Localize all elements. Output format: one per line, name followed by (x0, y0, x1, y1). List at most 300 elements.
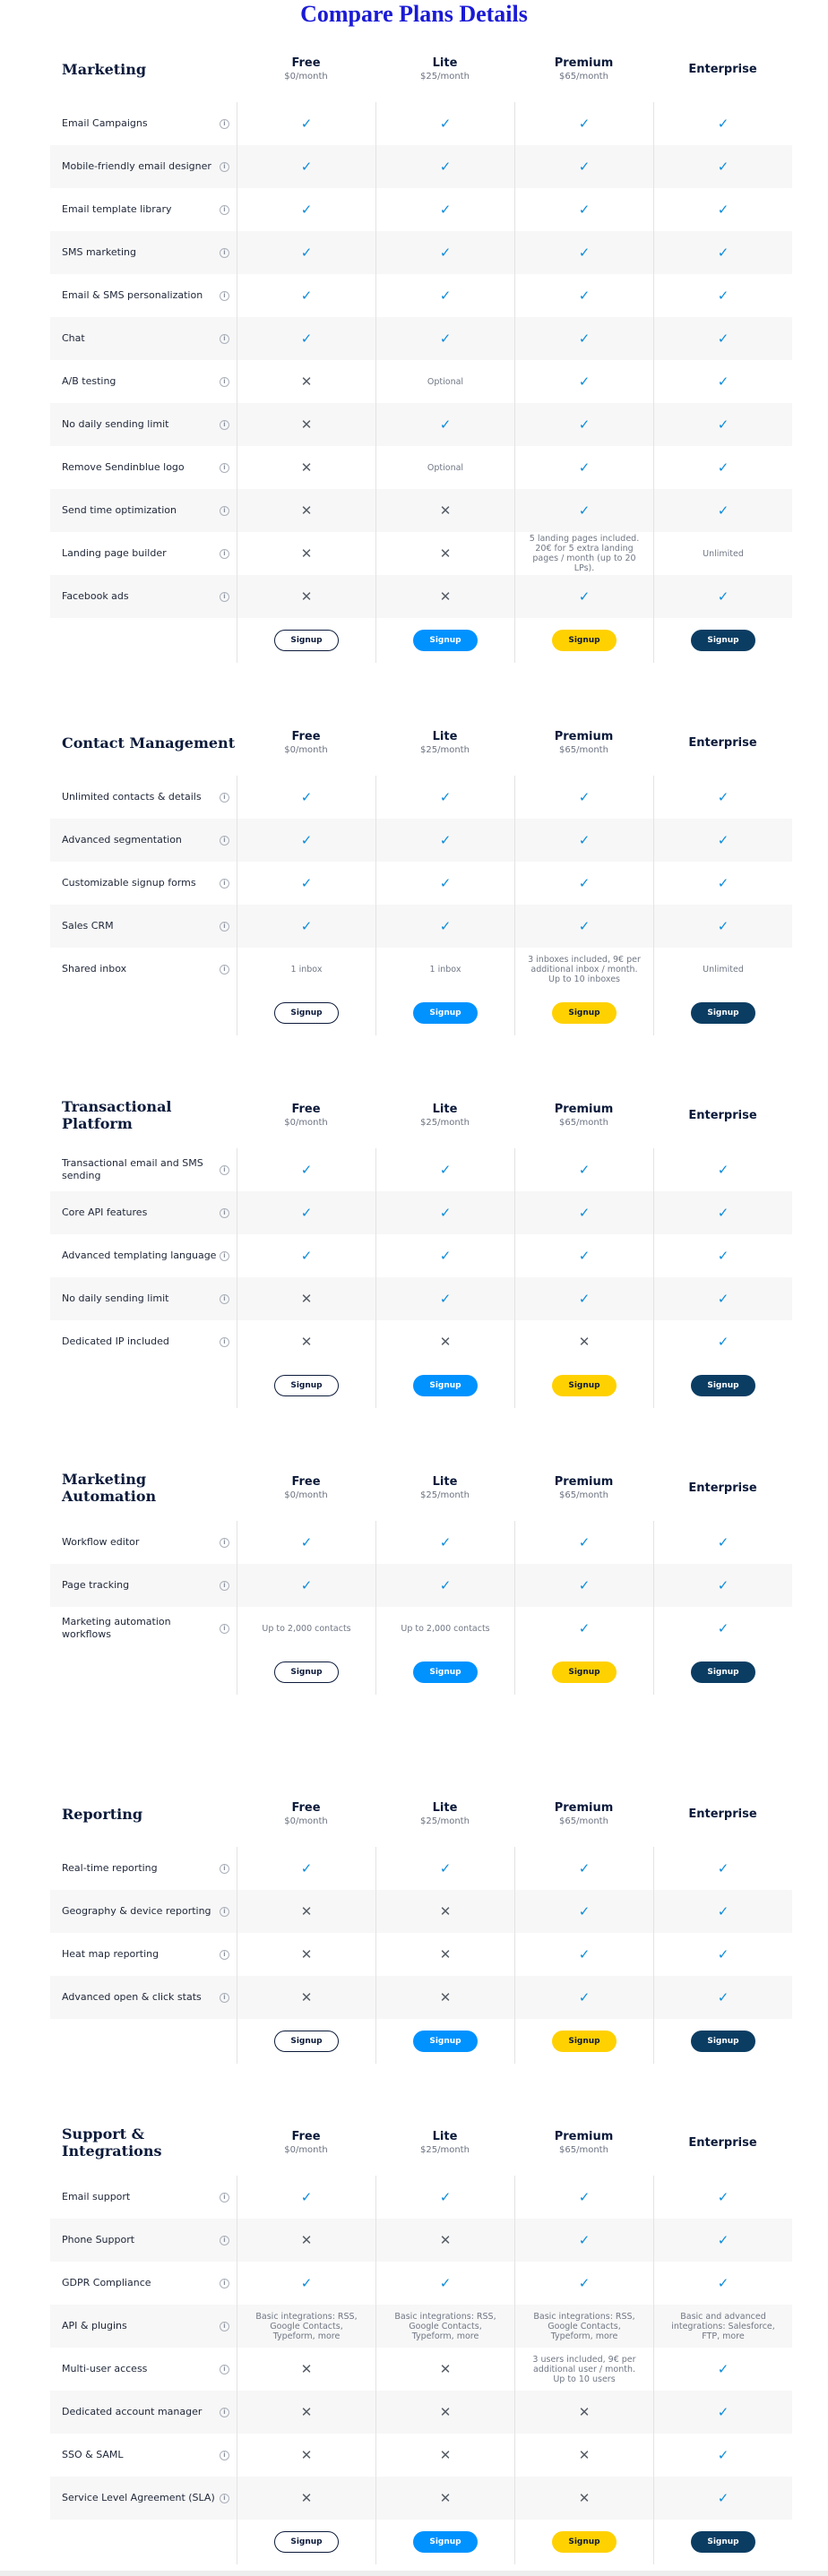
plan-header-premium (514, 1103, 653, 1128)
check-icon: ✓ (578, 1205, 591, 1221)
info-icon[interactable]: i (220, 1993, 229, 2003)
info-icon[interactable]: i (220, 334, 229, 344)
feature-cell (50, 776, 237, 819)
plan-cell-free (237, 1933, 375, 1976)
table-row (50, 2348, 792, 2391)
plan-cell-premium (514, 274, 653, 317)
table-row (50, 403, 792, 446)
plan-header-premium (514, 56, 653, 82)
plan-price: $65/month (559, 1816, 608, 1826)
feature-cell (50, 1847, 237, 1890)
check-icon: ✓ (717, 832, 729, 848)
feature-table (50, 102, 792, 663)
plan-cell-premium (514, 188, 653, 231)
signup-button-free[interactable]: Signup (274, 1002, 339, 1024)
plan-cell-enterprise (653, 1191, 792, 1234)
check-icon: ✓ (717, 459, 729, 476)
check-icon: ✓ (439, 202, 452, 218)
feature-label: Workflow editor (62, 1536, 140, 1548)
cell-note: Basic integrations: RSS, Google Contacts, Typeform, more (255, 2311, 358, 2341)
plan-cell-lite (375, 2176, 514, 2219)
info-icon[interactable]: i (220, 162, 229, 172)
cross-icon: ✕ (439, 2361, 452, 2377)
info-icon[interactable]: i (220, 1950, 229, 1960)
cross-icon: ✕ (300, 2490, 313, 2506)
cell-note: Basic integrations: RSS, Google Contacts, Typeform, more (394, 2311, 496, 2341)
cross-icon: ✕ (439, 1989, 452, 2005)
signup-button-free[interactable]: Signup (274, 630, 339, 651)
cross-icon: ✕ (439, 502, 452, 519)
check-icon: ✓ (578, 288, 591, 304)
feature-label: Real-time reporting (62, 1862, 158, 1874)
signup-button-free[interactable]: Signup (274, 2031, 339, 2052)
plan-header-lite (375, 2130, 514, 2155)
table-row (50, 1277, 792, 1320)
table-row (50, 862, 792, 905)
check-icon: ✓ (717, 1205, 729, 1221)
signup-cell-premium (514, 1363, 653, 1408)
section-title: Marketing (62, 60, 147, 78)
check-icon: ✓ (717, 1291, 729, 1307)
check-icon: ✓ (439, 1291, 452, 1307)
plan-cell-enterprise (653, 2391, 792, 2434)
check-icon: ✓ (578, 116, 591, 132)
signup-button-lite[interactable]: Signup (413, 1002, 478, 1024)
plan-cell-premium (514, 532, 653, 575)
table-row (50, 1148, 792, 1191)
plan-cell-enterprise (653, 2176, 792, 2219)
table-row (50, 819, 792, 862)
feature-cell (50, 231, 237, 274)
plan-cell-free (237, 145, 375, 188)
signup-cell-lite (375, 2019, 514, 2064)
bottom-divider (0, 2571, 828, 2576)
feature-label: Remove Sendinblue logo (62, 461, 185, 473)
check-icon: ✓ (717, 2447, 729, 2463)
signup-button-lite[interactable]: Signup (413, 630, 478, 651)
signup-cell-premium (514, 618, 653, 663)
check-icon: ✓ (578, 374, 591, 390)
plan-cell-premium (514, 1320, 653, 1363)
plan-cell-lite (375, 2262, 514, 2305)
cross-icon: ✕ (439, 2490, 452, 2506)
plan-cell-free (237, 317, 375, 360)
plan-cell-enterprise (653, 231, 792, 274)
feature-cell (50, 2348, 237, 2391)
section-title: Marketing Automation (62, 1471, 157, 1505)
info-icon[interactable]: i (220, 2408, 229, 2417)
signup-button-lite[interactable]: Signup (413, 2531, 478, 2553)
info-icon[interactable]: i (220, 1165, 229, 1175)
info-icon[interactable]: i (220, 1624, 229, 1634)
check-icon: ✓ (578, 2189, 591, 2205)
plan-cell-lite (375, 1277, 514, 1320)
signup-button-enterprise[interactable]: Signup (691, 1662, 755, 1683)
plan-header-enterprise (653, 1109, 792, 1122)
plan-cell-free (237, 948, 375, 991)
plan-name: Premium (554, 1103, 614, 1116)
feature-label: API & plugins (62, 2320, 127, 2331)
plan-price: $25/month (420, 72, 470, 82)
table-row (50, 2305, 792, 2348)
info-icon[interactable]: i (220, 1337, 229, 1347)
info-icon[interactable]: i (220, 1907, 229, 1917)
plan-cell-enterprise (653, 1564, 792, 1607)
table-row (50, 1976, 792, 2019)
plan-header-premium (514, 1475, 653, 1500)
check-icon: ✓ (717, 288, 729, 304)
signup-button-lite[interactable]: Signup (413, 1662, 478, 1683)
plan-header-premium (514, 1801, 653, 1826)
check-icon: ✓ (578, 245, 591, 261)
check-icon: ✓ (300, 918, 313, 934)
plan-header-free (237, 1103, 375, 1128)
signup-button-enterprise[interactable]: Signup (691, 2031, 755, 2052)
feature-label: Chat (62, 332, 85, 344)
check-icon: ✓ (578, 502, 591, 519)
feature-label: Dedicated IP included (62, 1335, 169, 1347)
plan-cell-lite (375, 532, 514, 575)
check-icon: ✓ (439, 789, 452, 805)
plan-cell-lite (375, 1320, 514, 1363)
signup-button-enterprise[interactable]: Signup (691, 1375, 755, 1396)
check-icon: ✓ (439, 1860, 452, 1876)
table-row (50, 1191, 792, 1234)
check-icon: ✓ (717, 1248, 729, 1264)
plan-name: Free (291, 730, 321, 743)
feature-label: SMS marketing (62, 246, 136, 258)
feature-cell (50, 1607, 237, 1650)
check-icon: ✓ (717, 1620, 729, 1636)
plan-cell-premium (514, 776, 653, 819)
feature-cell (50, 1521, 237, 1564)
plan-cell-premium (514, 2348, 653, 2391)
table-row (50, 145, 792, 188)
page-title: Compare Plans Details (300, 1, 528, 27)
info-icon[interactable]: i (220, 836, 229, 846)
check-icon: ✓ (578, 1162, 591, 1178)
check-icon: ✓ (439, 2189, 452, 2205)
cell-note: Up to 2,000 contacts (262, 1623, 351, 1634)
plan-price: $0/month (284, 1118, 328, 1128)
feature-cell (50, 2477, 237, 2520)
cell-note: Optional (427, 462, 464, 473)
table-row (50, 2219, 792, 2262)
table-row (50, 446, 792, 489)
signup-button-lite[interactable]: Signup (413, 1375, 478, 1396)
table-row (50, 360, 792, 403)
table-row (50, 188, 792, 231)
plan-cell-enterprise (653, 2305, 792, 2348)
check-icon: ✓ (717, 1989, 729, 2005)
plan-cell-free (237, 274, 375, 317)
table-row (50, 2262, 792, 2305)
signup-cell-free (237, 1363, 375, 1408)
plan-name: Enterprise (688, 1481, 757, 1495)
info-icon[interactable]: i (220, 1864, 229, 1874)
check-icon: ✓ (578, 416, 591, 433)
plan-cell-free (237, 2348, 375, 2391)
cell-note: Unlimited (703, 548, 744, 559)
info-icon[interactable]: i (220, 1581, 229, 1591)
plan-cell-lite (375, 2305, 514, 2348)
check-icon: ✓ (300, 159, 313, 175)
check-icon: ✓ (439, 288, 452, 304)
cross-icon: ✕ (578, 2447, 591, 2463)
cell-note: Up to 2,000 contacts (401, 1623, 490, 1634)
feature-label: No daily sending limit (62, 418, 169, 430)
check-icon: ✓ (300, 1162, 313, 1178)
signup-cell-enterprise (653, 991, 792, 1035)
plan-price: $25/month (420, 745, 470, 755)
cross-icon: ✕ (578, 2490, 591, 2506)
check-icon: ✓ (300, 2189, 313, 2205)
signup-button-premium[interactable]: Signup (552, 1662, 617, 1683)
signup-button-free[interactable]: Signup (274, 1375, 339, 1396)
plan-cell-free (237, 2391, 375, 2434)
plan-cell-free (237, 1847, 375, 1890)
signup-button-premium[interactable]: Signup (552, 2031, 617, 2052)
cell-note: 3 users included, 9€ per additional user / month. Up to 10 users (532, 2354, 636, 2384)
plan-cell-free (237, 1521, 375, 1564)
check-icon: ✓ (717, 789, 729, 805)
plan-cell-premium (514, 2305, 653, 2348)
check-icon: ✓ (717, 1860, 729, 1876)
plan-name: Enterprise (688, 62, 757, 76)
plan-cell-free (237, 862, 375, 905)
feature-cell (50, 2434, 237, 2477)
plan-cell-free (237, 489, 375, 532)
info-icon[interactable]: i (220, 2236, 229, 2245)
feature-label: Landing page builder (62, 547, 167, 559)
feature-cell (50, 948, 237, 991)
table-row (50, 274, 792, 317)
check-icon: ✓ (717, 2189, 729, 2205)
plan-cell-free (237, 532, 375, 575)
signup-row (50, 1363, 792, 1408)
signup-cell-free (237, 1650, 375, 1695)
signup-cell-free (237, 2019, 375, 2064)
check-icon: ✓ (578, 1903, 591, 1919)
feature-cell (50, 446, 237, 489)
signup-cell-free (237, 991, 375, 1035)
plan-name: Lite (432, 730, 458, 743)
plan-name: Enterprise (688, 735, 757, 750)
plan-price: $65/month (559, 1118, 608, 1128)
plan-cell-enterprise (653, 317, 792, 360)
feature-table (50, 1847, 792, 2064)
info-icon[interactable]: i (220, 1251, 229, 1261)
cross-icon: ✕ (300, 2404, 313, 2420)
info-icon[interactable]: i (220, 463, 229, 473)
plan-cell-enterprise (653, 1320, 792, 1363)
feature-table (50, 1148, 792, 1408)
check-icon: ✓ (439, 416, 452, 433)
plan-name: Lite (432, 1801, 458, 1815)
plan-header-enterprise (653, 63, 792, 76)
info-icon[interactable]: i (220, 1538, 229, 1548)
info-icon[interactable]: i (220, 119, 229, 129)
info-icon[interactable]: i (220, 2451, 229, 2460)
plan-header-enterprise (653, 2136, 792, 2150)
check-icon: ✓ (300, 875, 313, 891)
signup-row (50, 1650, 792, 1695)
plan-name: Enterprise (688, 1807, 757, 1821)
signup-row-spacer (50, 2520, 237, 2564)
signup-button-free[interactable]: Signup (274, 1662, 339, 1683)
plan-name: Free (291, 1475, 321, 1489)
check-icon: ✓ (578, 1946, 591, 1962)
check-icon: ✓ (578, 159, 591, 175)
check-icon: ✓ (578, 588, 591, 605)
check-icon: ✓ (439, 2275, 452, 2291)
signup-button-premium[interactable]: Signup (552, 2531, 617, 2553)
plan-cell-enterprise (653, 274, 792, 317)
plan-section (50, 1455, 792, 1695)
plan-name: Premium (554, 730, 614, 743)
info-icon[interactable]: i (220, 2193, 229, 2202)
cross-icon: ✕ (439, 1334, 452, 1350)
signup-button-enterprise[interactable]: Signup (691, 2531, 755, 2553)
feature-cell (50, 188, 237, 231)
plan-name: Premium (554, 56, 614, 70)
plan-name: Free (291, 2130, 321, 2143)
feature-cell (50, 2176, 237, 2219)
check-icon: ✓ (578, 875, 591, 891)
table-row (50, 317, 792, 360)
info-icon[interactable]: i (220, 2365, 229, 2374)
signup-cell-enterprise (653, 2520, 792, 2564)
plan-cell-premium (514, 1191, 653, 1234)
table-row (50, 102, 792, 145)
info-icon[interactable]: i (220, 506, 229, 516)
info-icon[interactable]: i (220, 248, 229, 258)
plan-cell-lite (375, 1933, 514, 1976)
plan-cell-premium (514, 446, 653, 489)
feature-label: Email template library (62, 203, 172, 215)
signup-button-free[interactable]: Signup (274, 2531, 339, 2553)
info-icon[interactable]: i (220, 549, 229, 559)
feature-label: Transactional email and SMS sending (62, 1157, 203, 1181)
plan-cell-premium (514, 1607, 653, 1650)
check-icon: ✓ (439, 1205, 452, 1221)
info-icon[interactable]: i (220, 965, 229, 975)
section-header (50, 2109, 792, 2176)
check-icon: ✓ (717, 374, 729, 390)
cross-icon: ✕ (439, 545, 452, 562)
info-icon[interactable]: i (220, 2494, 229, 2503)
info-icon[interactable]: i (220, 1208, 229, 1218)
signup-cell-lite (375, 2520, 514, 2564)
plan-cell-enterprise (653, 1234, 792, 1277)
check-icon: ✓ (717, 502, 729, 519)
plan-price: $0/month (284, 1816, 328, 1826)
signup-cell-enterprise (653, 618, 792, 663)
info-icon[interactable]: i (220, 420, 229, 430)
cross-icon: ✕ (300, 502, 313, 519)
info-icon[interactable]: i (220, 2322, 229, 2331)
feature-label: Advanced templating language (62, 1249, 217, 1261)
cross-icon: ✕ (439, 1903, 452, 1919)
feature-cell (50, 862, 237, 905)
plan-cell-enterprise (653, 1976, 792, 2019)
table-row (50, 1890, 792, 1933)
plan-name: Premium (554, 1801, 614, 1815)
cell-note: Optional (427, 376, 464, 387)
plan-cell-free (237, 905, 375, 948)
feature-cell (50, 1933, 237, 1976)
plan-cell-lite (375, 2477, 514, 2520)
signup-button-premium[interactable]: Signup (552, 1375, 617, 1396)
check-icon: ✓ (300, 1248, 313, 1264)
section-header (50, 709, 792, 776)
feature-cell (50, 1191, 237, 1234)
plan-cell-free (237, 2305, 375, 2348)
plan-cell-enterprise (653, 102, 792, 145)
check-icon: ✓ (717, 159, 729, 175)
plan-cell-premium (514, 489, 653, 532)
plan-name: Enterprise (688, 1108, 757, 1122)
info-icon[interactable]: i (220, 2279, 229, 2288)
feature-cell (50, 317, 237, 360)
info-icon[interactable]: i (220, 1294, 229, 1304)
signup-button-enterprise[interactable]: Signup (691, 630, 755, 651)
signup-cell-lite (375, 618, 514, 663)
signup-button-lite[interactable]: Signup (413, 2031, 478, 2052)
section-title: Support & Integrations (62, 2125, 162, 2160)
check-icon: ✓ (439, 1248, 452, 1264)
info-icon[interactable]: i (220, 592, 229, 602)
check-icon: ✓ (578, 331, 591, 347)
plan-cell-free (237, 1890, 375, 1933)
plan-cell-premium (514, 1890, 653, 1933)
info-icon[interactable]: i (220, 377, 229, 387)
plan-cell-premium (514, 1148, 653, 1191)
signup-button-premium[interactable]: Signup (552, 630, 617, 651)
feature-label: Phone Support (62, 2234, 135, 2245)
check-icon: ✓ (717, 1162, 729, 1178)
plan-name: Lite (432, 1103, 458, 1116)
signup-cell-lite (375, 1650, 514, 1695)
plan-cell-lite (375, 1521, 514, 1564)
feature-label: Core API features (62, 1206, 148, 1218)
info-icon[interactable]: i (220, 291, 229, 301)
plan-cell-free (237, 1277, 375, 1320)
feature-label: Heat map reporting (62, 1948, 160, 1960)
plan-price: $0/month (284, 72, 328, 82)
signup-cell-premium (514, 2019, 653, 2064)
table-row (50, 1933, 792, 1976)
info-icon[interactable]: i (220, 922, 229, 932)
cross-icon: ✕ (300, 1291, 313, 1307)
feature-cell (50, 819, 237, 862)
feature-label: A/B testing (62, 375, 116, 387)
plan-cell-enterprise (653, 905, 792, 948)
check-icon: ✓ (300, 1577, 313, 1593)
feature-label: Send time optimization (62, 504, 177, 516)
info-icon[interactable]: i (220, 793, 229, 803)
section-header (50, 1082, 792, 1148)
signup-row (50, 2520, 792, 2564)
feature-cell (50, 905, 237, 948)
info-icon[interactable]: i (220, 879, 229, 889)
plan-name: Free (291, 1801, 321, 1815)
info-icon[interactable]: i (220, 205, 229, 215)
signup-row-spacer (50, 1363, 237, 1408)
cross-icon: ✕ (300, 2232, 313, 2248)
signup-button-enterprise[interactable]: Signup (691, 1002, 755, 1024)
signup-button-premium[interactable]: Signup (552, 1002, 617, 1024)
